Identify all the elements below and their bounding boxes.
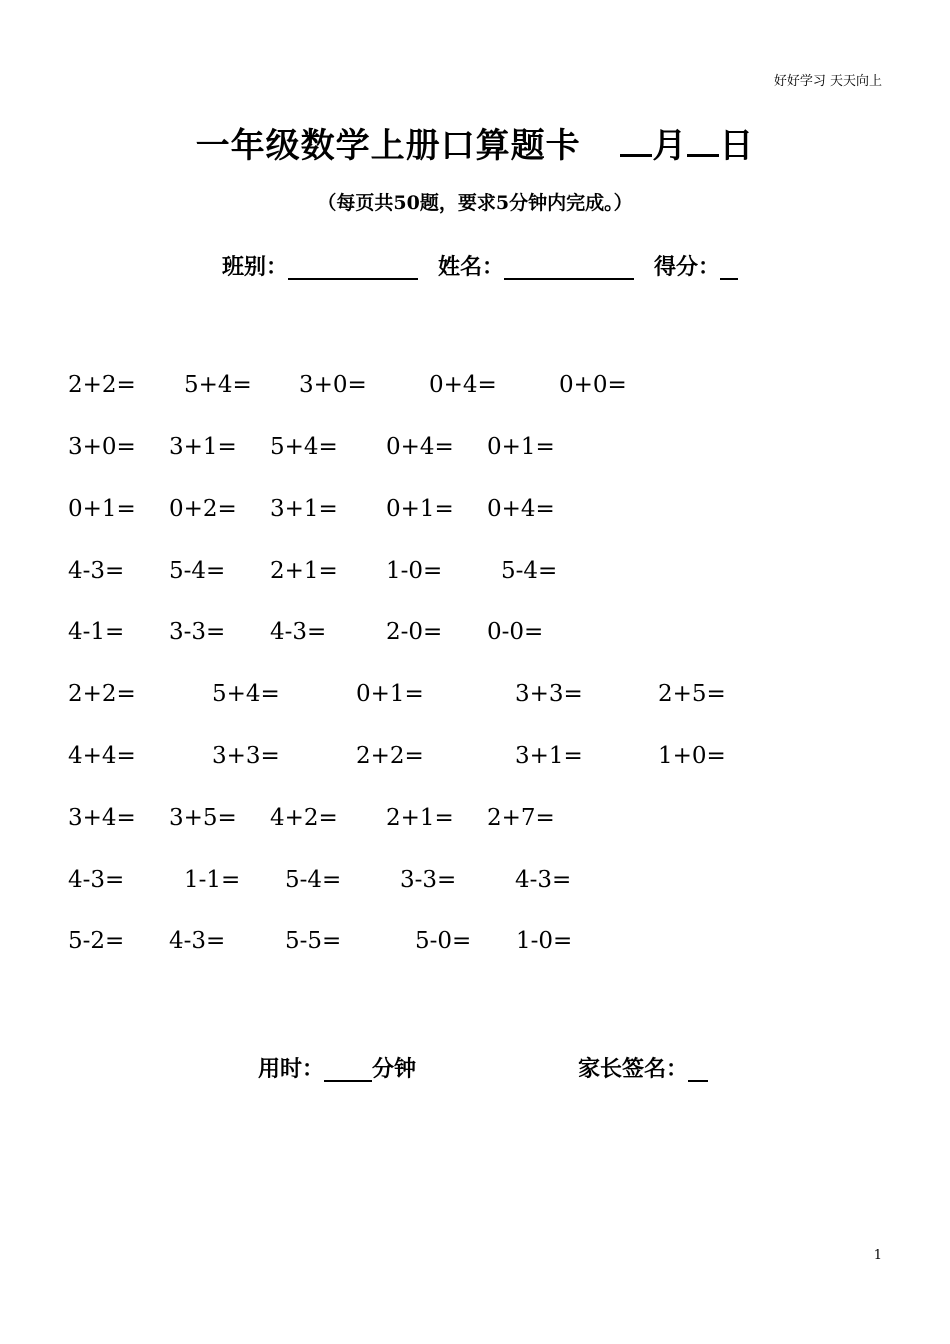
math-problem: 0+2=: [169, 496, 237, 522]
math-problem: 0+4=: [429, 372, 497, 398]
day-label: 日: [719, 126, 755, 166]
math-problem: 3-3=: [400, 867, 457, 893]
math-problem: 2+1=: [270, 558, 338, 584]
name-input-line[interactable]: [504, 254, 634, 280]
score-label: 得分：: [654, 254, 721, 280]
parent-signature-input-line[interactable]: [688, 1058, 708, 1082]
math-problem: 1-0=: [386, 558, 443, 584]
math-problem: 4-3=: [515, 867, 572, 893]
time-label: 用时：: [258, 1056, 325, 1082]
math-problem: 2+2=: [68, 681, 136, 707]
month-blank[interactable]: [620, 120, 652, 157]
math-problem: 0+1=: [487, 434, 555, 460]
math-problem: 4-3=: [68, 558, 125, 584]
math-problem: 3+1=: [169, 434, 237, 460]
math-problem: 2+2=: [68, 372, 136, 398]
math-problem: 3-3=: [169, 619, 226, 645]
math-problem: 5+4=: [212, 681, 280, 707]
math-problem: 0+1=: [386, 496, 454, 522]
math-problem: 0+1=: [356, 681, 424, 707]
name-label: 姓名：: [438, 254, 505, 280]
time-input-line[interactable]: [324, 1058, 372, 1082]
math-problem: 3+1=: [270, 496, 338, 522]
time-field: [258, 1052, 416, 1083]
math-problem: 3+0=: [299, 372, 367, 398]
math-problem: 3+3=: [212, 743, 280, 769]
math-problem: 0+4=: [386, 434, 454, 460]
math-problem: 0-0=: [487, 619, 544, 645]
math-problem: 5-4=: [169, 558, 226, 584]
day-blank[interactable]: [687, 120, 719, 157]
math-problem: 2+2=: [356, 743, 424, 769]
class-label: 班别：: [222, 254, 289, 280]
math-problem: 4-3=: [169, 928, 226, 954]
page-title: [0, 118, 950, 167]
score-input-line[interactable]: [720, 254, 738, 280]
class-input-line[interactable]: [288, 254, 418, 280]
math-problem: 4-3=: [68, 867, 125, 893]
math-problem: 5-2=: [68, 928, 125, 954]
math-problem: 4+2=: [270, 805, 338, 831]
subtitle: （每页共50题，要求5分钟内完成。）: [317, 192, 633, 214]
time-unit: 分钟: [372, 1056, 417, 1082]
math-problem: 1-1=: [184, 867, 241, 893]
name-field: [438, 250, 634, 281]
page-number: 1: [873, 1248, 882, 1263]
math-problem: 5+4=: [184, 372, 252, 398]
math-problem: 5+4=: [270, 434, 338, 460]
math-problem: 3+1=: [515, 743, 583, 769]
math-problem: 4-1=: [68, 619, 125, 645]
math-problem: 4-3=: [270, 619, 327, 645]
math-problem: 5-5=: [285, 928, 342, 954]
math-problem: 4+4=: [68, 743, 136, 769]
math-problem: 3+3=: [515, 681, 583, 707]
math-problem: 2-0=: [386, 619, 443, 645]
math-problem: 0+0=: [559, 372, 627, 398]
class-field: [222, 250, 418, 281]
math-problem: 2+5=: [658, 681, 726, 707]
parent-signature-label: 家长签名：: [578, 1056, 689, 1082]
math-problem: 3+5=: [169, 805, 237, 831]
title-text: 一年级数学上册口算题卡: [195, 126, 581, 166]
month-label: 月: [652, 126, 688, 166]
math-problem: 3+0=: [68, 434, 136, 460]
math-problem: 1+0=: [658, 743, 726, 769]
score-field: [654, 250, 738, 281]
math-problem: 0+1=: [68, 496, 136, 522]
math-problem: 2+1=: [386, 805, 454, 831]
math-problem: 5-4=: [501, 558, 558, 584]
math-problem: 2+7=: [487, 805, 555, 831]
math-problem: 0+4=: [487, 496, 555, 522]
header-motto: 好好学习 天天向上: [773, 74, 882, 89]
parent-signature-field: [578, 1052, 708, 1083]
math-problem: 3+4=: [68, 805, 136, 831]
math-problem: 5-0=: [415, 928, 472, 954]
math-problem: 5-4=: [285, 867, 342, 893]
math-problem: 1-0=: [516, 928, 573, 954]
